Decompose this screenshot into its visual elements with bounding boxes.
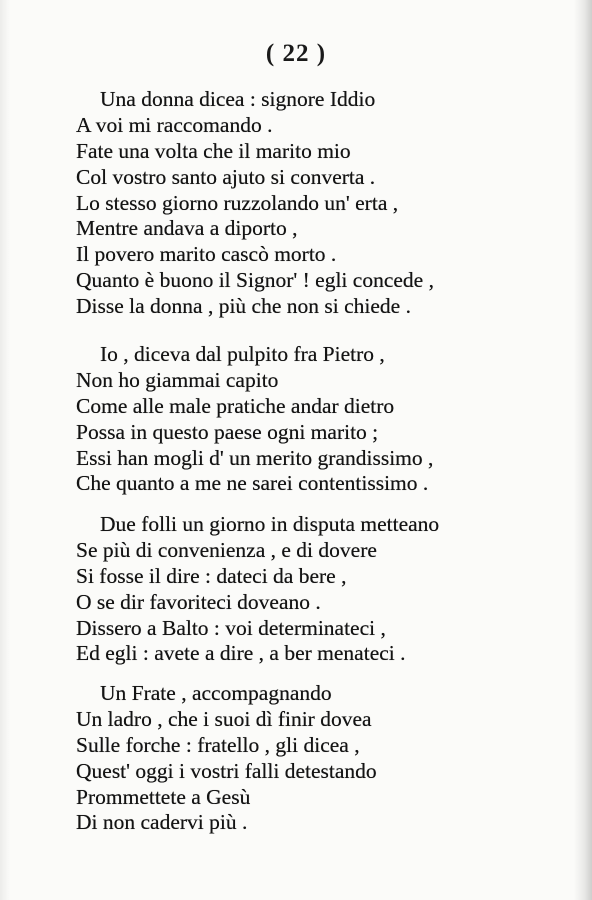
page-left-shadow [0, 0, 10, 900]
poem-line: Un Frate , accompagnando [100, 681, 332, 705]
poem-line: Fate una volta che il marito mio [76, 138, 351, 163]
stanza-3 [76, 512, 576, 667]
poem-line: Quest' oggi i vostri falli detestando [76, 758, 377, 783]
poem-line: Mentre andava a diporto , [76, 216, 298, 241]
poem-line: Sulle forche : fratello , gli dicea , [76, 732, 360, 757]
poem-line: Se più di convenienza , e di dovere [76, 537, 377, 562]
poem-line: Non ho giammai capito [76, 367, 279, 392]
poem-line: Disse la donna , più che non si chiede . [76, 294, 411, 319]
poem-line: Si fosse il dire : dateci da bere , [76, 563, 347, 588]
poem-line: Col vostro santo ajuto si converta . [76, 164, 376, 189]
poem-line: Il povero marito cascò morto . [76, 242, 337, 267]
poem-line: O se dir favoriteci doveano . [76, 589, 321, 614]
poem-line: Possa in questo paese ogni marito ; [76, 419, 379, 444]
poem-line: Quanto è buono il Signor' ! egli concede , [76, 268, 434, 293]
poem-line: Essi han mogli d' un merito grandissimo , [76, 445, 434, 470]
stanza-1 [76, 87, 576, 320]
page-right-shadow [574, 0, 592, 900]
poem-line: A voi mi raccomando . [76, 112, 273, 137]
page-number: ( 22 ) [265, 40, 327, 67]
poem-line: Che quanto a me ne sarei contentissimo . [76, 471, 429, 496]
poem-line: Lo stesso giorno ruzzolando un' erta , [76, 190, 399, 215]
poem-line: Io , diceva dal pulpito fra Pietro , [100, 342, 385, 366]
poem-line: Ed egli : avete a dire , a ber menateci . [76, 641, 406, 666]
poem-line: Prommettete a Gesù [76, 784, 251, 809]
poem-line: Come alle male pratiche andar dietro [76, 393, 395, 418]
stanza-2 [76, 342, 576, 497]
poem-line: Un ladro , che i suoi dì finir dovea [76, 706, 372, 731]
stanza-4 [76, 681, 576, 836]
poem-line: Due folli un giorno in disputa metteano [100, 512, 440, 536]
poem-line: Dissero a Balto : voi determinateci , [76, 615, 386, 640]
poem-line: Di non cadervi più . [76, 810, 248, 835]
poem-line: Una donna dicea : signore Iddio [100, 87, 376, 111]
